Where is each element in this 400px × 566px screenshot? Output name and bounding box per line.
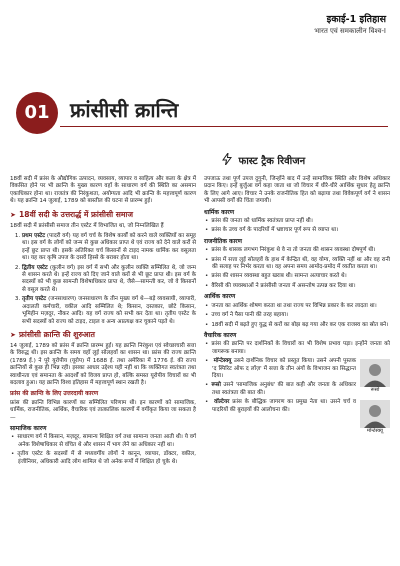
list-item: • साधारण वर्ग में किसान, मज़दूर, सामान्य शिक्षित वर्ग तथा सामान्य जनता आती थी। ये वर्ग अनेक विशेषाधिकार से वंचित थे और शासन में भाग लेने का अधिकार नहीं था। [18, 434, 196, 449]
section-heading-revolution [10, 330, 196, 340]
list-item: • जनता का आर्थिक शोषण करता था तथा राज्य पर विभिन्न प्रकार के कर लादता था। [212, 303, 390, 310]
list-item: • तृतीय एस्टेट के सदस्यों में से मध्यवर्गीय लोगों ने कानून, व्यापार, डॉक्टर, वकील, इंजीनियर, अधिकारी आदि लोग शामिल थे जो अनेक रूपों में शिक्षित हो चुके थे। [18, 451, 196, 466]
list-item: • फ्रांस की जनता को धार्मिक स्वतंत्रता प्राप्त नहीं थी। [212, 218, 390, 225]
revolution-paragraph: 14 जुलाई, 1789 को फ्रांस में क्रान्ति प्रारम्भ हुई। यह क्रान्ति निरंकुश एवं स्वेच्छाचारी सत्ता के विरुद्ध थी। इस क्रान्ति के समय वहाँ लुई सोलहवाँ का शासन था। फ्रांस की राज्य क्रान्ति (1789 ई.) ने पूरे यूरोपीय (यूरोप) में 1688 ई. तथा अमेरिका में 1776 ई. की राज्य क्रान्तियों से कुछ ही भिन्न रही। इसका आधार उद्देश्य यही नहीं था कि व्यक्तिगत स्वतंत्रता तथा स्वाधीनता एवं समानता के आदर्शों को विजय प्राप्त हो, बल्कि समस्त यूरोपीय विचारों का भी बदलाव हुआ। यह क्रान्ति विश्व इतिहास में महत्त्वपूर्ण स्थान रखती है। [10, 342, 196, 386]
list-item: • फ्रांस की शासन व्यवस्था बहुत खराब थी। सामन्त अत्याचार करते थे। [212, 273, 390, 280]
portrait-image [360, 400, 390, 428]
economic-causes-heading: आर्थिक कारण [204, 293, 236, 301]
arrow-icon: ➤ [10, 210, 16, 219]
rousseau-portrait [360, 359, 390, 395]
arrow-icon: ➤ [10, 330, 16, 339]
chapter-rule [60, 126, 388, 127]
list-item: • फ्रांस के उच्च वर्ग के पादरियों में भ्रष्टाचार पूर्ण रूप से व्याप्त था। [212, 227, 390, 234]
list-item: • फ्रांस के शासक लगभग निरंकुश थे वे ना तो जनता की शासन व्यवस्था दोषपूर्ण थी। [212, 247, 390, 254]
list-item: • रूसो उसने 'सामाजिक अनुबंध' की बात कही और जनता के अधिकार तथा स्वतंत्रता की बात की। [212, 382, 390, 397]
intro-paragraph: 18वीं सदी में फ्रांस के औद्योगिक उत्पादन, व्यवसाय, व्यापार व साहित्य और कला के क्षेत्र में विकसित होने पर भी क्रान्ति के मुख्य कारण वहाँ के साधारण वर्ग की स्थिति का असमान एकाधिकार होना था। राजतंत्र की निरंकुशता, अयोग्यता आदि भी क्रान्ति के महत्त्वपूर्ण कारण थे। यह क्रान्ति 14 जुलाई, 1789 को बास्तील की घटना से प्रारम्भ हुई। [10, 176, 196, 205]
economic-causes-list [204, 303, 390, 329]
bolt-icon [222, 153, 232, 165]
list-item: • फ्रांस की क्रान्ति पर दार्शनिकों के विचारों का भी विशेष प्रभाव पड़ा। इन्होंने जनता को जागरूक बनाया। [212, 341, 390, 356]
section-heading-society [10, 210, 196, 220]
portrait-caption: • मॉन्टेस्क्यू [367, 428, 383, 435]
list-item: • मॉन्टेस्क्यू वॉल्टेयर फ्रांस के बौद्धिक जागरण का प्रमुख नेता था। उसने चर्च व पादरियों की बुराइयों की आलोचना की। [212, 399, 390, 414]
chapter-title: फ्रांसीसी क्रान्ति [70, 98, 179, 122]
causes-paragraph: फ्रांस की क्रान्ति विभिन्न कारणों का सम्मिलित परिणाम थी। इन कारणों को सामाजिक, धार्मिक, राजनीतिक, आर्थिक, वैचारिक एवं तात्कालिक कारणों में वर्गीकृत किया जा सकता है— [10, 399, 196, 421]
left-column [10, 176, 196, 468]
list-item: 1. प्रथम एस्टेट (पादरी वर्ग) यह वर्ग चर्च के विशेष कार्यों को करने वाले व्यक्तियों का समूह था। इस वर्ग के लोगों को जन्म से कुछ अधिकार प्राप्त थे एवं राज्य को देने वाले करों से इन्हें छूट प्राप्त थी। इसके अतिरिक्त चर्च किसानों से टाइद नामक धार्मिक कर वसूलता था। यह कर कृषि उपज के दसवें हिस्से के बराबर होता था। [22, 233, 196, 263]
society-intro: 18वीं सदी में फ्रांसीसी समाज तीन एस्टेट में विभाजित था, जो निम्नलिखित हैं [10, 222, 164, 229]
montesquieu-portrait [360, 400, 390, 436]
list-item: 3. तृतीय एस्टेट (जनसाधारण) जनसाधारण के तीन मुख्य वर्ग थे—बड़े व्यवसायी, व्यापारी, अदालती कर्मचारी, वकील आदि सम्मिलित थे; किसान, दस्तकार, छोटे किसान, भूमिहीन मज़दूर, नौकर आदि। यह वर्ग राज्य को सभी कर देता था। तृतीय एस्टेट के सभी सदस्यों को राज्य को टाइद, टाइल व अन्य अप्रत्यक्ष कर चुकाने पड़ते थे। [22, 296, 196, 326]
right-intro: उपजाऊ तथा पूर्ण उपज दुगुनी, जिन्होंने बाद में उन्हें सामाजिक स्थिति और विशेष अधिकार प्रदान किए। इन्हें बुर्जुआ वर्ग कहा जाता था जो विचार में धीरे-धीरे आर्थिक सुधार हेतु क्रान्ति के लिए आगे आए। विचार ने उनके राजनीतिक हित को बढ़ाया तथा विवेकपूर्ण वर्ग ने शासन भी आपसी वर्गों की चिंता जगायी। [204, 176, 390, 205]
right-column [204, 176, 390, 438]
list-item: • रूसो मॉन्टेस्क्यू उसने दार्शनिक विचार को प्रस्तुत किया। उसने अपनी पुस्तक 'द स्पिरिट ऑफ द लॉज़' में सत्ता के तीन अंगों के विभाजन का सिद्धान्त दिया। [212, 358, 390, 380]
social-causes-heading: सामाजिक कारण [10, 424, 47, 432]
causes-heading: फ्रांस की क्रान्ति के लिए उत्तरदायी कारण [10, 390, 99, 398]
section-title: 18वीं सदी के उत्तरार्द्ध में फ्रांसीसी समाज [19, 209, 133, 219]
portrait-caption: • रूसो [370, 387, 380, 394]
list-item: 2. द्वितीय एस्टेट (कुलीन वर्ग) इस वर्ग में सभी और कुलीन व्यक्ति सम्मिलित थे, जो जन्म से शासन करते थे। इन्हें राज्य को दिए जाने वाले करों से भी छूट प्राप्त थी। इस वर्ग के सदस्यों को भी कुछ सामन्ती विशेषाधिकार प्राप्त थे, जैसे—सामन्ती कर, जो वे किसानों से वसूल करते थे। [22, 265, 196, 295]
religious-causes-heading: धार्मिक कारण [204, 208, 235, 216]
religious-causes-list [204, 218, 390, 235]
political-causes-heading: राजनीतिक कारण [204, 237, 242, 245]
list-item: • वैरिसी की व्यवस्थाओं ने फ्रांसीसी जनता में असन्तोष उत्पन्न कर दिया था। [212, 283, 390, 290]
fast-track-label: फास्ट ट्रैक रिवीजन [238, 156, 306, 167]
unit-title: इकाई-1 इतिहास [326, 14, 386, 25]
section-title: फ्रांसीसी क्रान्ति की शुरुआत [19, 329, 95, 339]
list-item: • उच्च वर्ग ने पैसा पानी की तरह बहाया। [212, 312, 390, 319]
chapter-heading [12, 90, 388, 136]
list-item: • फ्रांस में सत्ता लुई सोलहवें के हाथ में केन्द्रित थी, वह योग्य, व्यक्ति नहीं था और वह रानी की सलाह पर निर्भर करता था। वह अपना समय आमोद-प्रमोद में व्यतीत करता था। [212, 257, 390, 272]
unit-subtitle: भारत एवं समकालीन विश्व-I [314, 27, 386, 35]
chapter-number: 01 [16, 92, 58, 134]
political-causes-list [204, 247, 390, 290]
fast-track-heading [222, 153, 305, 167]
list-item: • 18वीं सदी में बढ़ते हुए युद्ध से करों का बोझ बढ़ गया और कर एक राजस्व का स्रोत बने। [212, 322, 390, 329]
page-header [314, 12, 386, 36]
social-causes-list [10, 434, 196, 466]
estates-list [10, 233, 196, 326]
portrait-image [360, 359, 390, 387]
ideological-causes-heading: वैचारिक कारण [204, 331, 237, 339]
ideological-causes-list [204, 341, 390, 435]
